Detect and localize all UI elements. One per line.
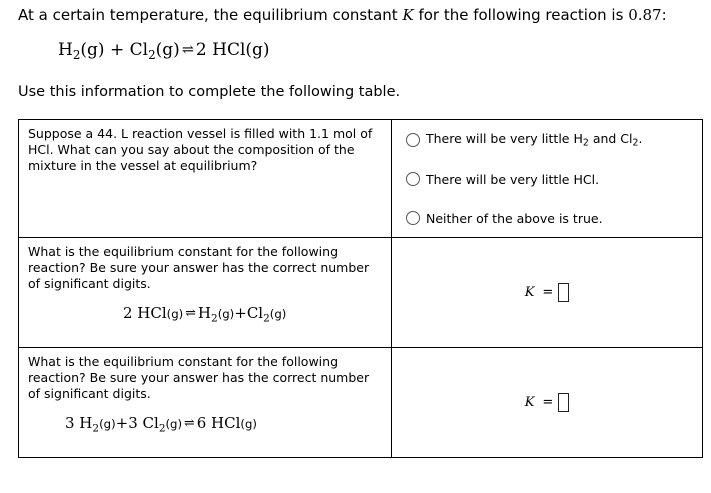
- option-label: There will be very little HCl.: [426, 171, 600, 187]
- subscript: 2: [72, 48, 81, 63]
- subscript: 2: [148, 48, 156, 63]
- k-value: 0.87: [628, 6, 662, 24]
- k-symbol: K: [402, 6, 414, 24]
- equilibrium-arrow-icon: ⇌: [181, 42, 194, 59]
- answer-cell: [392, 348, 703, 458]
- option-label: There will be very little $H_2$ and $Cl_2$.: [426, 131, 643, 149]
- intro-prefix: At a certain temperature, the equilibrium constant: [18, 6, 403, 24]
- k-answer: [392, 238, 702, 347]
- question-text: What is the equilibrium constant for the following reaction? Be sure your answer has the correct number of significant digits.: [28, 244, 370, 291]
- phase: (g): [80, 40, 105, 60]
- product-hcl: 2 HCl: [195, 40, 246, 60]
- table-row: [19, 348, 703, 458]
- intro-middle: for the following reaction is: [413, 6, 629, 24]
- option-label: Neither of the above is true.: [426, 210, 603, 226]
- reactant-h: H: [58, 40, 73, 60]
- k-answer-input[interactable]: [558, 283, 569, 302]
- plus-sign: +: [109, 40, 125, 60]
- question-cell: [19, 238, 392, 348]
- question-text: What is the equilibrium constant for the following reaction? Be sure your answer has the correct number of significant digits.: [28, 354, 370, 401]
- k-label: K: [524, 285, 535, 300]
- k-label: K: [524, 395, 535, 410]
- phase: (g): [245, 40, 270, 60]
- question-table: [18, 119, 703, 458]
- equals-sign: =: [542, 285, 554, 300]
- intro-text: [18, 6, 667, 24]
- intro-suffix: :: [661, 6, 667, 24]
- option-little-h2-cl2[interactable]: [406, 130, 702, 150]
- k-answer: [392, 348, 702, 457]
- main-reaction-equation: [58, 40, 270, 62]
- answer-cell: [392, 238, 703, 348]
- question-text: Suppose a 44. L reaction vessel is filled with 1.1 mol of HCl. What can you say about the composition of the mixture in the vessel at equilibrium?: [28, 126, 373, 173]
- table-row: [19, 120, 703, 238]
- question-cell: [19, 348, 392, 458]
- k-answer-input[interactable]: [558, 393, 569, 412]
- equilibrium-arrow-icon: ⇌: [185, 306, 196, 322]
- option-little-hcl[interactable]: [406, 169, 702, 189]
- question-cell: [19, 120, 392, 238]
- phase: (g): [155, 40, 180, 60]
- table-row: [19, 238, 703, 348]
- reaction-equation: 3 $H_2(g)+3$ $Cl_2(g)$ ⇌ 6 HCl(g): [65, 414, 257, 435]
- equilibrium-arrow-icon: ⇌: [184, 416, 195, 432]
- answer-cell: [392, 120, 703, 238]
- radio-button[interactable]: [406, 211, 420, 225]
- instruction-text: Use this information to complete the following table.: [18, 84, 401, 100]
- equals-sign: =: [542, 395, 554, 410]
- reaction-equation: 2 HCl(g) ⇌ $H_2(g)+Cl_2(g)$: [123, 304, 287, 325]
- option-neither[interactable]: [406, 208, 702, 228]
- radio-button[interactable]: [406, 172, 420, 186]
- radio-group: [392, 120, 702, 228]
- reactant-cl: Cl: [129, 40, 149, 60]
- radio-button[interactable]: [406, 133, 420, 147]
